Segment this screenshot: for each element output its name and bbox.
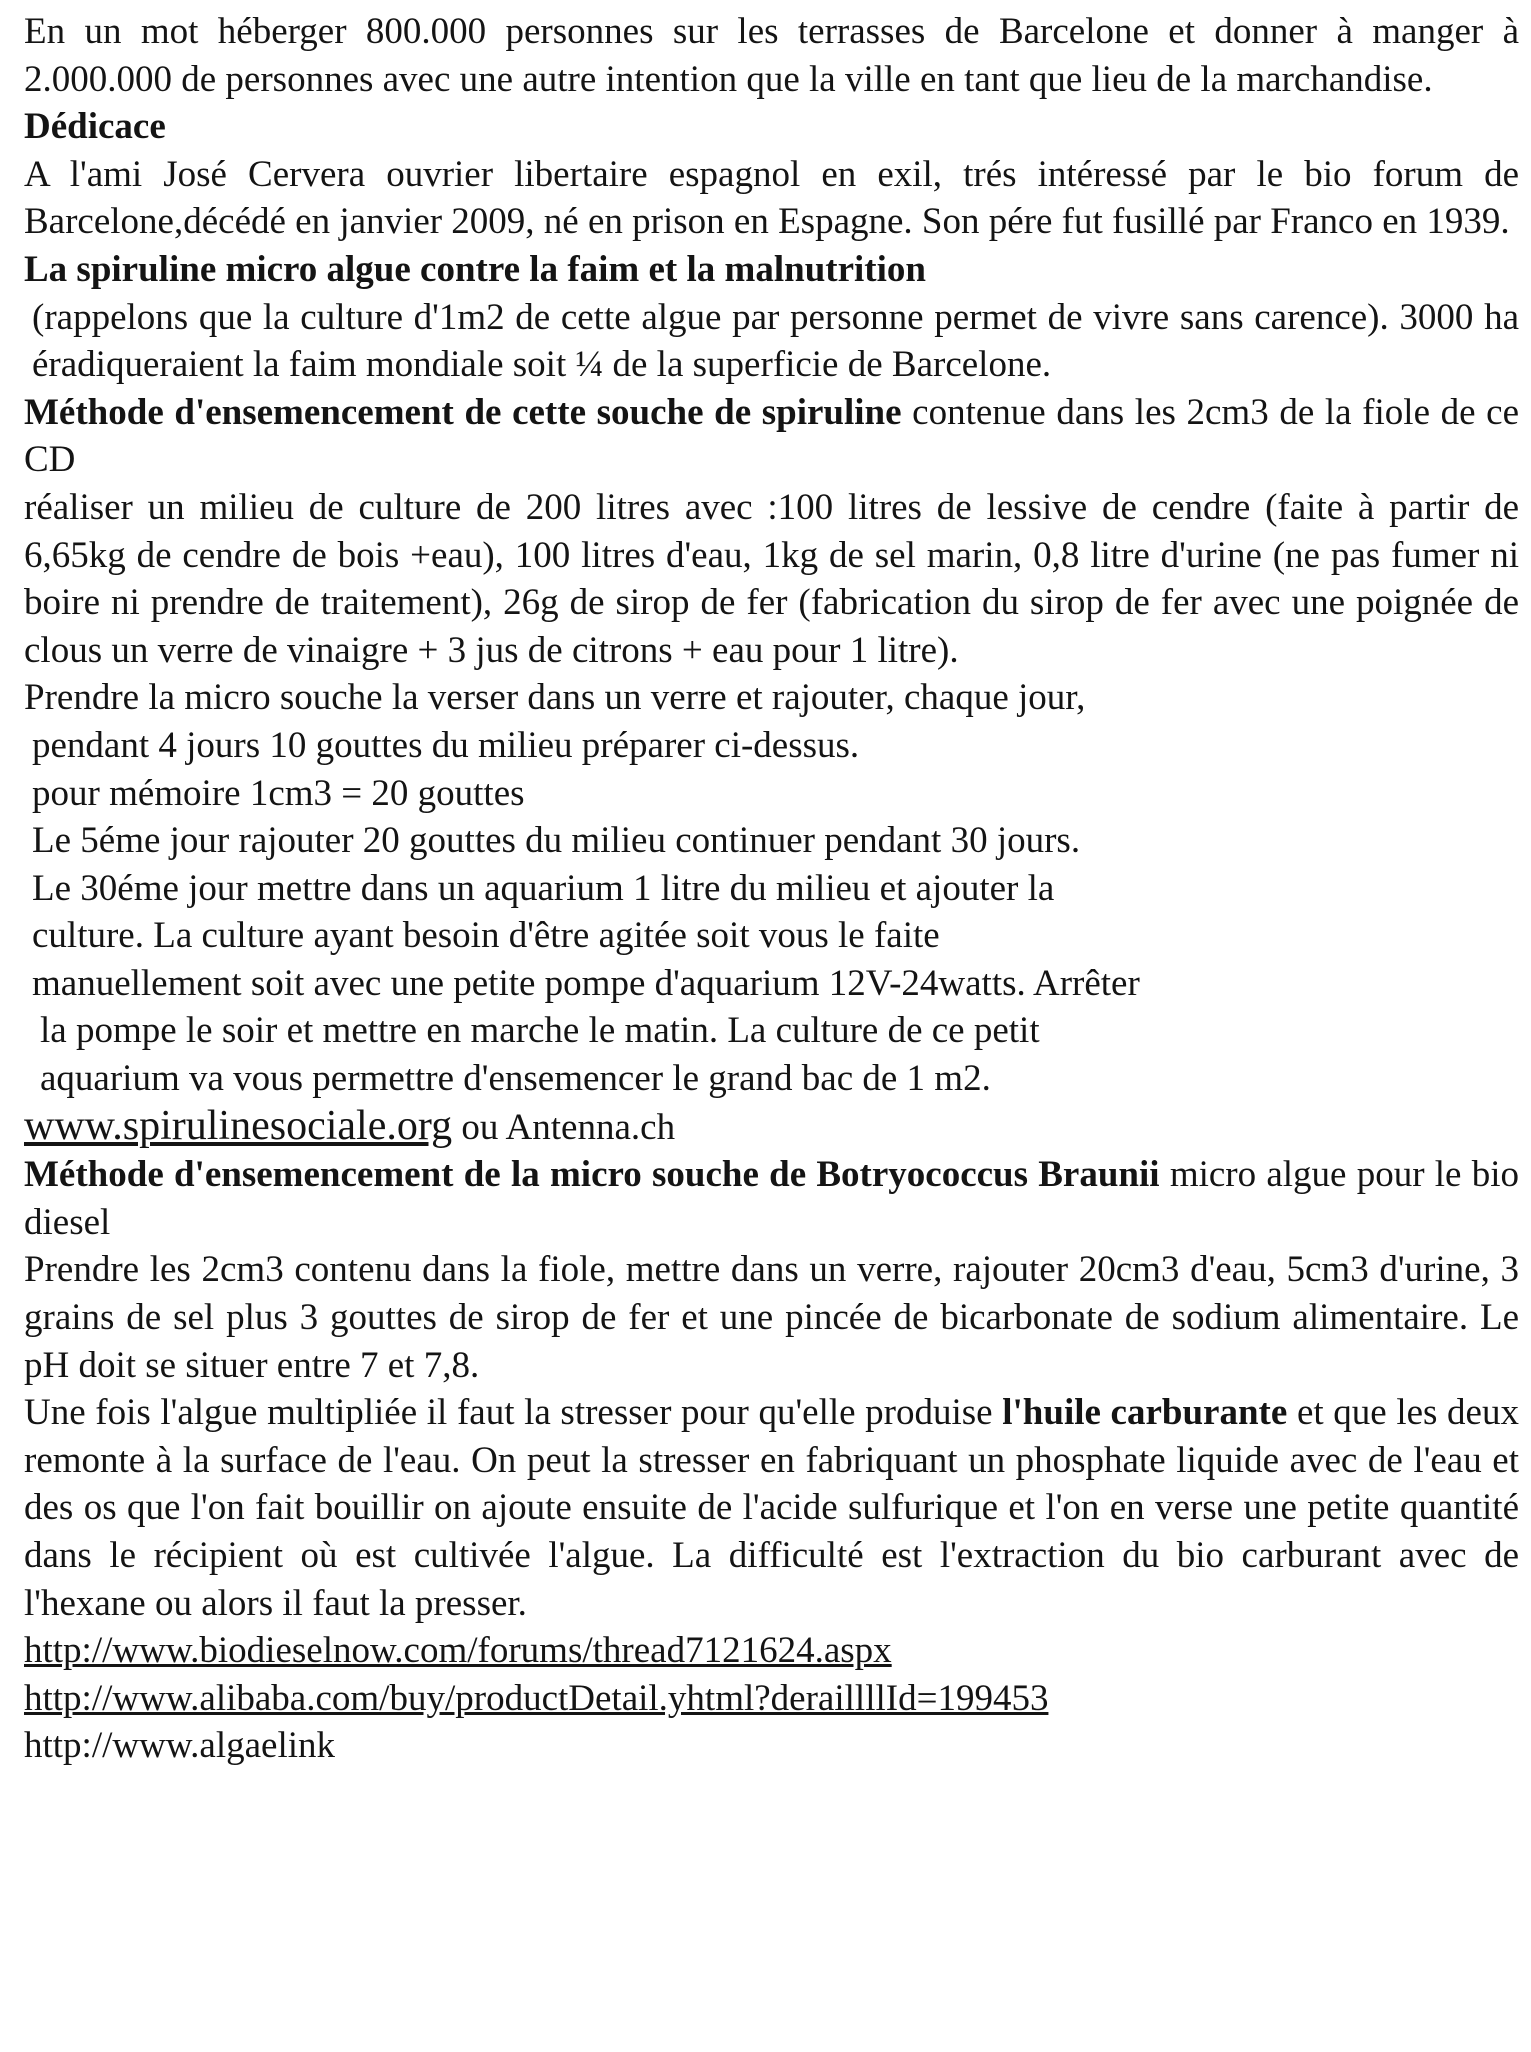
- step-line: culture. La culture ayant besoin d'être agitée soit vous le faite: [32, 915, 940, 957]
- document-page: [24, 8, 1519, 1770]
- spiruline-method-tail: contenue dans les 2cm3 de la fiole de ce CD: [24, 391, 1519, 481]
- botryococcus-heading-paragraph: [24, 1151, 1519, 1246]
- dedicace-heading: Dédicace: [24, 106, 166, 148]
- algaelink-url: http://www.algaelink: [24, 1725, 336, 1767]
- stress-after: et que les deux remonte à la surface de l'eau. On peut la stresser en fabriquant un phosphate liquide avec de l'eau et des os que l'on fait bouillir on ajoute ensuite de l'acide sulfurique et l'on en verse une petite quantité dans le récipient où est cultivée l'algue. La difficulté est l'extraction du bio carburant avec de l'hexane ou alors il faut la presser.: [24, 1392, 1519, 1624]
- alibaba-link[interactable]: http://www.alibaba.com/buy/productDetail.yhtml?deraillllId=199453: [24, 1677, 1049, 1719]
- step-line: pendant 4 jours 10 gouttes du milieu préparer ci-dessus.: [32, 724, 860, 766]
- stress-before: Une fois l'algue multipliée il faut la stresser pour qu'elle produise: [24, 1392, 1003, 1434]
- spiruline-paragraph: (rappelons que la culture d'1m2 de cette algue par personne permet de vivre sans carence). 3000 ha éradiqueraient la faim mondiale soit ¼ de la superficie de Barcelone.: [32, 296, 1519, 386]
- step-line: Le 30éme jour mettre dans un aquarium 1 litre du milieu et ajouter la: [32, 867, 1055, 909]
- spirulinesociale-link[interactable]: www.spirulinesociale.org: [24, 1102, 453, 1149]
- botryococcus-heading: Méthode d'ensemencement de la micro souche de Botryococcus Braunii: [24, 1154, 1160, 1196]
- step-line: Le 5éme jour rajouter 20 gouttes du milieu continuer pendant 30 jours.: [32, 820, 1081, 862]
- website-tail: ou Antenna.ch: [452, 1106, 676, 1148]
- step-line: pour mémoire 1cm3 = 20 gouttes: [32, 772, 525, 814]
- step-line: manuellement soit avec une petite pompe d'aquarium 12V-24watts. Arrêter: [32, 962, 1140, 1004]
- step-line: la pompe le soir et mettre en marche le matin. La culture de ce petit: [40, 1010, 1040, 1052]
- stress-paragraph: [24, 1389, 1519, 1627]
- spiruline-heading: La spiruline micro algue contre la faim et la malnutrition: [24, 248, 926, 290]
- spiruline-method-heading: Méthode d'ensemencement de cette souche de spiruline: [24, 391, 902, 433]
- milieu-paragraph: réaliser un milieu de culture de 200 litres avec :100 litres de lessive de cendre (faite à partir de 6,65kg de cendre de bois +eau), 100 litres d'eau, 1kg de sel marin, 0,8 litre d'urine (ne pas fumer ni boire ni prendre de traitement), 26g de sirop de fer (fabrication du sirop de fer avec une poignée de clous un verre de vinaigre + 3 jus de citrons + eau pour 1 litre).: [24, 486, 1519, 671]
- botryococcus-paragraph: Prendre les 2cm3 contenu dans la fiole, mettre dans un verre, rajouter 20cm3 d'eau, 5cm3 d'urine, 3 grains de sel plus 3 gouttes de sirop de fer et une pincée de bicarbonate de sodium alimentaire. Le pH doit se situer entre 7 et 7,8.: [24, 1249, 1519, 1386]
- website-line: [24, 1103, 1519, 1152]
- step-line: Prendre la micro souche la verser dans un verre et rajouter, chaque jour,: [24, 677, 1086, 719]
- spiruline-method-paragraph: [24, 389, 1519, 484]
- botryococcus-heading-tail: micro algue pour le bio diesel: [24, 1154, 1519, 1243]
- biodieselnow-link[interactable]: http://www.biodieselnow.com/forums/thread7121624.aspx: [24, 1630, 892, 1672]
- huile-carburante: l'huile carburante: [1002, 1392, 1288, 1434]
- dedicace-paragraph: A l'ami José Cervera ouvrier libertaire espagnol en exil, trés intéressé par le bio forum de Barcelone,décédé en janvier 2009, né en prison en Espagne. Son pére fut fusillé par Franco en 1939.: [24, 153, 1519, 243]
- intro-paragraph: En un mot héberger 800.000 personnes sur les terrasses de Barcelone et donner à manger à 2.000.000 de personnes avec une autre intention que la ville en tant que lieu de la marchandise.: [24, 11, 1519, 100]
- step-line: aquarium va vous permettre d'ensemencer le grand bac de 1 m2.: [40, 1058, 991, 1100]
